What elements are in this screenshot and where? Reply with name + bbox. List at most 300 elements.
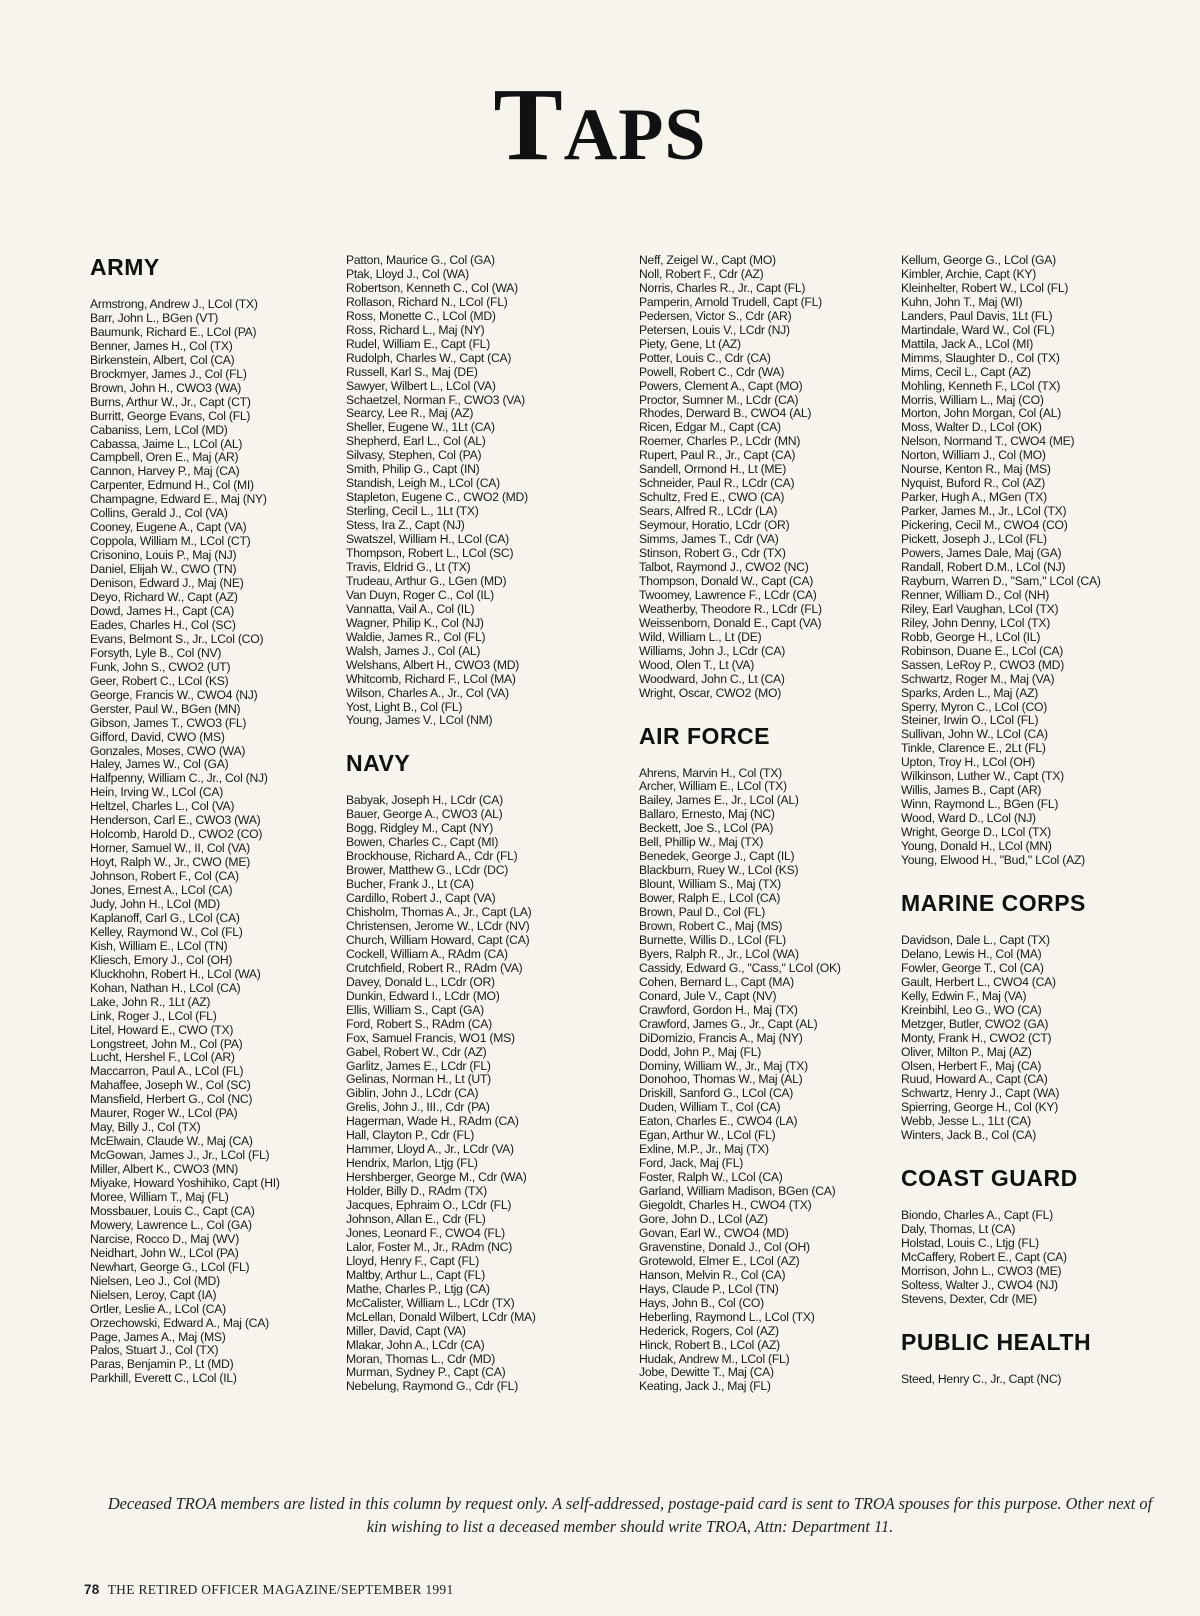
navy-list-part-1 [346, 794, 614, 1394]
page-footer [84, 1582, 454, 1598]
name-entry: Coppola, William M., LCol (CT) [90, 534, 251, 549]
name-entry: Pickering, Cecil M., CWO4 (CO) [901, 518, 1068, 533]
name-entry: Mlakar, John A., LCdr (CA) [346, 1337, 485, 1352]
name-entry: Eaton, Charles E., CWO4 (LA) [639, 1114, 798, 1129]
name-entry: Wright, George D., LCol (TX) [901, 825, 1051, 840]
name-entry: Lloyd, Henry F., Capt (FL) [346, 1253, 480, 1268]
name-entry: Link, Roger J., LCol (FL) [90, 1008, 217, 1023]
name-entry: Gerster, Paul W., BGen (MN) [90, 701, 241, 716]
name-entry: Cassidy, Edward G., "Cass," LCol (OK) [639, 960, 841, 975]
name-entry: Powers, James Dale, Maj (GA) [901, 546, 1062, 561]
name-entry: Lalor, Foster M., Jr., RAdm (NC) [346, 1239, 513, 1254]
name-entry: Stinson, Robert G., Cdr (TX) [639, 546, 786, 561]
name-entry: Grotewold, Elmer E., LCol (AZ) [639, 1253, 800, 1268]
name-entry: Hein, Irving W., LCol (CA) [90, 785, 224, 800]
name-entry: Collins, Gerald J., Col (VA) [90, 506, 228, 521]
name-entry: Ballaro, Ernesto, Maj (NC) [639, 807, 775, 822]
name-entry: Bauer, George A., CWO3 (AL) [346, 807, 503, 822]
name-entry: Martindale, Ward W., Col (FL) [901, 322, 1055, 337]
name-entry: Wagner, Philip K., Col (NJ) [346, 615, 484, 630]
name-entry: Young, Elwood H., "Bud," LCol (AZ) [901, 852, 1085, 867]
name-entry: Morton, John Morgan, Col (AL) [901, 406, 1062, 421]
name-entry: Sheller, Eugene W., 1Lt (CA) [346, 420, 495, 435]
name-entry: Kaplanoff, Carl G., LCol (CA) [90, 910, 240, 925]
name-entry: Eades, Charles H., Col (SC) [90, 617, 236, 632]
name-entry: May, Billy J., Col (TX) [90, 1120, 201, 1135]
name-entry: Holder, Billy D., RAdm (TX) [346, 1184, 487, 1199]
name-entry: Driskill, Sanford G., LCol (CA) [639, 1086, 794, 1101]
name-entry: Miyake, Howard Yoshihiko, Capt (HI) [90, 1176, 280, 1191]
name-entry: Pickett, Joseph J., LCol (FL) [901, 532, 1047, 547]
name-entry: Gibson, James T., CWO3 (FL) [90, 715, 247, 730]
name-entry: Ford, Robert S., RAdm (CA) [346, 1016, 492, 1031]
name-entry: Petersen, Louis V., LCdr (NJ) [639, 322, 790, 337]
name-entry: Mowery, Lawrence L., Col (GA) [90, 1217, 252, 1232]
name-entry: Ford, Jack, Maj (FL) [639, 1156, 744, 1171]
name-entry: Winn, Raymond L., BGen (FL) [901, 797, 1059, 812]
name-entry: Schaetzel, Norman F., CWO3 (VA) [346, 392, 525, 407]
name-entry: Neff, Zeigel W., Capt (MO) [639, 253, 776, 267]
name-entry: Yost, Light B., Col (FL) [346, 699, 463, 714]
name-entry: Shepherd, Earl L., Col (AL) [346, 434, 486, 449]
name-entry: Weissenborn, Donald E., Capt (VA) [639, 615, 822, 630]
name-entry: Nebelung, Raymond G., Cdr (FL) [346, 1379, 518, 1394]
name-entry: Crutchfield, Robert R., RAdm (VA) [346, 960, 523, 975]
name-entry: Gore, John D., LCol (AZ) [639, 1212, 768, 1226]
name-entry: Stess, Ira Z., Capt (NJ) [346, 518, 465, 533]
name-entry: Gault, Herbert L., CWO4 (CA) [901, 974, 1056, 989]
name-entry: Ross, Monette C., LCol (MD) [346, 308, 496, 323]
name-entry: Page, James A., Maj (MS) [90, 1329, 226, 1344]
army-list-part-1 [90, 298, 358, 1386]
name-entry: Pamperin, Arnold Trudell, Capt (FL) [639, 294, 822, 309]
name-entry: Sterling, Cecil L., 1Lt (TX) [346, 504, 479, 519]
name-entry: Rudolph, Charles W., Capt (CA) [346, 350, 512, 365]
name-entry: Moran, Thomas L., Cdr (MD) [346, 1351, 496, 1366]
name-entry: Spierring, George H., Col (KY) [901, 1100, 1059, 1115]
footnote: Deceased TROA members are listed in this column by request only. A self-addressed, postage-paid card is sent to TROA spouses for this purpose. Other next of kin wishing to list a deceased member should write TROA, Attn: Department 11. [107, 1494, 1153, 1537]
army-heading: ARMY [90, 254, 160, 280]
name-entry: Fox, Samuel Francis, WO1 (MS) [346, 1030, 515, 1045]
name-entry: Riley, Earl Vaughan, LCol (TX) [901, 601, 1059, 616]
name-entry: Schwartz, Henry J., Capt (WA) [901, 1086, 1060, 1101]
name-entry: Hederick, Rogers, Col (AZ) [639, 1323, 779, 1338]
name-entry: Bowen, Charles C., Capt (MI) [346, 835, 499, 850]
name-entry: Kellum, George G., LCol (GA) [901, 253, 1056, 267]
name-entry: Kliesch, Emory J., Col (OH) [90, 952, 233, 967]
name-entry: Heltzel, Charles L., Col (VA) [90, 799, 235, 814]
name-entry: Church, William Howard, Capt (CA) [346, 932, 530, 947]
name-entry: Kohan, Nathan H., LCol (CA) [90, 980, 241, 995]
marine-corps-heading: MARINE CORPS [901, 889, 1086, 916]
name-entry: Moss, Walter D., LCol (OK) [901, 420, 1042, 435]
name-entry: Birkenstein, Albert, Col (CA) [90, 352, 235, 367]
name-entry: Palos, Stuart J., Col (TX) [90, 1343, 219, 1358]
name-entry: Hudak, Andrew M., LCol (FL) [639, 1351, 790, 1366]
name-entry: Blackburn, Ruey W., LCol (KS) [639, 863, 799, 878]
name-entry: Brown, Robert C., Maj (MS) [639, 918, 783, 933]
name-entry: Sandell, Ormond H., Lt (ME) [639, 462, 786, 477]
name-entry: Davey, Donald L., LCdr (OR) [346, 974, 495, 989]
name-entry: Kelley, Raymond W., Col (FL) [90, 924, 243, 939]
name-entry: Mattila, Jack A., LCol (MI) [901, 336, 1034, 351]
name-entry: Talbot, Raymond J., CWO2 (NC) [639, 559, 809, 574]
name-entry: Welshans, Albert H., CWO3 (MD) [346, 657, 520, 672]
column-4 [901, 254, 1169, 1387]
name-entry: Jacques, Ephraim O., LCdr (FL) [346, 1198, 512, 1213]
air-force-list-part-2 [901, 254, 1169, 868]
name-entry: Christensen, Jerome W., LCdr (NV) [346, 918, 530, 933]
publication-line: THE RETIRED OFFICER MAGAZINE/SEPTEMBER 1991 [107, 1582, 454, 1597]
name-entry: Randall, Robert D.M., LCol (NJ) [901, 559, 1066, 574]
name-entry: Evans, Belmont S., Jr., LCol (CO) [90, 631, 264, 646]
name-entry: Thompson, Donald W., Capt (CA) [639, 573, 814, 588]
name-entry: Biondo, Charles A., Capt (FL) [901, 1208, 1053, 1223]
navy-list-part-2 [639, 254, 907, 701]
name-entry: Sears, Alfred R., LCdr (LA) [639, 504, 778, 519]
title-rest: APS [563, 94, 707, 177]
air-force-list-part-1 [639, 767, 907, 1395]
name-entry: Crawford, Gordon H., Maj (TX) [639, 1002, 798, 1017]
name-entry: Ortler, Leslie A., LCol (CA) [90, 1301, 226, 1316]
name-entry: Travis, Eldrid G., Lt (TX) [346, 559, 471, 574]
name-entry: Ellis, William S., Capt (GA) [346, 1002, 484, 1017]
name-entry: Hammer, Lloyd A., Jr., LCdr (VA) [346, 1142, 514, 1157]
name-entry: Bell, Phillip W., Maj (TX) [639, 835, 764, 850]
name-entry: McElwain, Claude W., Maj (CA) [90, 1134, 253, 1149]
name-entry: Denison, Edward J., Maj (NE) [90, 576, 244, 591]
name-entry: Moree, William T., Maj (FL) [90, 1190, 229, 1204]
name-entry: Olsen, Herbert F., Maj (CA) [901, 1058, 1042, 1073]
name-entry: Cockell, William A., RAdm (CA) [346, 946, 508, 961]
name-entry: Gifford, David, CWO (MS) [90, 729, 225, 744]
name-entry: Brower, Matthew G., LCdr (DC) [346, 863, 509, 878]
column-1 [90, 254, 358, 1386]
name-entry: Whitcomb, Richard F., LCol (MA) [346, 671, 516, 686]
name-entry: Henderson, Carl E., CWO3 (WA) [90, 813, 261, 828]
name-entry: Steed, Henry C., Jr., Capt (NC) [901, 1371, 1062, 1386]
name-entry: Maccarron, Paul A., LCol (FL) [90, 1064, 244, 1079]
name-entry: Nielsen, Leroy, Capt (IA) [90, 1287, 217, 1302]
name-entry: Vannatta, Vail A., Col (IL) [346, 601, 475, 616]
name-entry: Longstreet, John M., Col (PA) [90, 1036, 243, 1051]
name-entry: Duden, William T., Col (CA) [639, 1100, 781, 1115]
name-entry: Govan, Earl W., CWO4 (MD) [639, 1225, 789, 1240]
name-entry: Neidhart, John W., LCol (PA) [90, 1245, 239, 1260]
name-entry: Pedersen, Victor S., Cdr (AR) [639, 308, 792, 323]
name-entry: Funk, John S., CWO2 (UT) [90, 659, 231, 674]
name-entry: Dowd, James H., Capt (CA) [90, 603, 235, 618]
name-entry: Litel, Howard E., CWO (TX) [90, 1022, 234, 1037]
name-entry: Gravenstine, Donald J., Col (OH) [639, 1239, 810, 1254]
name-entry: Grelis, John J., III., Cdr (PA) [346, 1100, 490, 1115]
name-entry: Rayburn, Warren D., "Sam," LCol (CA) [901, 573, 1101, 588]
name-entry: Miller, Albert K., CWO3 (MN) [90, 1162, 239, 1177]
name-entry: Burns, Arthur W., Jr., Capt (CT) [90, 394, 251, 409]
name-entry: Standish, Leigh M., LCol (CA) [346, 476, 500, 491]
name-entry: Soltess, Walter J., CWO4 (NJ) [901, 1278, 1058, 1292]
name-entry: Lucht, Hershel F., LCol (AR) [90, 1050, 235, 1065]
name-entry: Benedek, George J., Capt (IL) [639, 849, 795, 864]
name-entry: Twoomey, Lawrence F., LCdr (CA) [639, 587, 817, 602]
name-entry: Brockmyer, James J., Col (FL) [90, 366, 247, 381]
name-entry: Smith, Philip G., Capt (IN) [346, 462, 480, 477]
name-entry: Foster, Ralph W., LCol (CA) [639, 1170, 783, 1185]
name-entry: Holstad, Louis C., Ltjg (FL) [901, 1236, 1039, 1251]
name-entry: Mathe, Charles P., Ltjg (CA) [346, 1281, 490, 1296]
name-entry: Dunkin, Edward I., LCdr (MO) [346, 988, 500, 1003]
name-entry: Steiner, Irwin O., LCol (FL) [901, 713, 1039, 728]
name-entry: Noll, Robert F., Cdr (AZ) [639, 266, 764, 281]
name-entry: Paras, Benjamin P., Lt (MD) [90, 1357, 234, 1372]
name-entry: DiDomizio, Francis A., Maj (NY) [639, 1030, 803, 1045]
name-entry: Rupert, Paul R., Jr., Capt (CA) [639, 448, 796, 463]
marine-corps-list [901, 934, 1169, 1143]
name-entry: Waldie, James R., Col (FL) [346, 629, 486, 644]
name-entry: Willis, James B., Capt (AR) [901, 783, 1042, 798]
name-entry: Brown, Paul D., Col (FL) [639, 905, 766, 920]
name-entry: Hoyt, Ralph W., Jr., CWO (ME) [90, 855, 251, 870]
name-entry: Holcomb, Harold D., CWO2 (CO) [90, 827, 263, 842]
name-entry: Giegoldt, Charles H., CWO4 (TX) [639, 1198, 812, 1213]
name-entry: Morris, William L., Maj (CO) [901, 392, 1044, 407]
name-entry: Exline, M.P., Jr., Maj (TX) [639, 1142, 769, 1157]
name-entry: Woodward, John C., Lt (CA) [639, 671, 785, 686]
name-entry: Jones, Leonard F., CWO4 (FL) [346, 1225, 505, 1240]
name-entry: Seymour, Horatio, LCdr (OR) [639, 518, 790, 533]
name-entry: Stevens, Dexter, Cdr (ME) [901, 1291, 1037, 1306]
name-entry: Walsh, James J., Col (AL) [346, 643, 481, 658]
name-entry: Searcy, Lee R., Maj (AZ) [346, 406, 474, 421]
air-force-heading: AIR FORCE [639, 722, 770, 749]
name-entry: Daniel, Elijah W., CWO (TN) [90, 562, 237, 577]
name-entry: Metzger, Butler, CWO2 (GA) [901, 1016, 1049, 1031]
name-entry: Young, Donald H., LCol (MN) [901, 839, 1052, 854]
name-entry: Parker, Hugh A., MGen (TX) [901, 490, 1047, 505]
name-entry: Sparks, Arden L., Maj (AZ) [901, 685, 1039, 700]
name-entry: Gabel, Robert W., Cdr (AZ) [346, 1044, 487, 1059]
name-entry: Cardillo, Robert J., Capt (VA) [346, 891, 496, 906]
name-entry: Kleinhelter, Robert W., LCol (FL) [901, 280, 1069, 295]
name-entry: Brockhouse, Richard A., Cdr (FL) [346, 849, 518, 864]
name-entry: Ross, Richard L., Maj (NY) [346, 322, 485, 337]
name-entry: Ptak, Lloyd J., Col (WA) [346, 266, 469, 281]
name-entry: Cabassa, Jaime L., LCol (AL) [90, 436, 243, 451]
page-title [0, 67, 1200, 183]
public-health-heading: PUBLIC HEALTH [901, 1328, 1092, 1355]
name-entry: Nelson, Normand T., CWO4 (ME) [901, 434, 1075, 449]
name-entry: Ahrens, Marvin H., Col (TX) [639, 765, 782, 780]
name-entry: Hays, John B., Col (CO) [639, 1295, 764, 1310]
name-entry: Rollason, Richard N., LCol (FL) [346, 294, 508, 309]
name-entry: Stapleton, Eugene C., CWO2 (MD) [346, 490, 528, 505]
name-entry: Norton, William J., Col (MO) [901, 448, 1046, 463]
name-entry: Mims, Cecil L., Capt (AZ) [901, 364, 1031, 379]
name-entry: George, Francis W., CWO4 (NJ) [90, 687, 258, 702]
name-entry: Trudeau, Arthur G., LGen (MD) [346, 573, 507, 588]
name-entry: Oliver, Milton P., Maj (AZ) [901, 1044, 1032, 1059]
name-entry: Young, James V., LCol (NM) [346, 713, 493, 728]
name-entry: Garlitz, James E., LCdr (FL) [346, 1058, 491, 1073]
name-entry: Orzechowski, Edward A., Maj (CA) [90, 1315, 269, 1330]
name-entry: Deyo, Richard W., Capt (AZ) [90, 590, 238, 605]
name-entry: Wood, Ward D., LCol (NJ) [901, 811, 1036, 826]
name-entry: Hanson, Melvin R., Col (CA) [639, 1267, 786, 1282]
name-entry: Robinson, Duane E., LCol (CA) [901, 643, 1064, 658]
name-entry: Armstrong, Andrew J., LCol (TX) [90, 297, 258, 311]
name-entry: Sawyer, Wilbert L., LCol (VA) [346, 378, 496, 393]
name-entry: Wild, William L., Lt (DE) [639, 629, 762, 644]
name-entry: Donohoo, Thomas W., Maj (AL) [639, 1072, 803, 1087]
name-entry: Cooney, Eugene A., Capt (VA) [90, 520, 247, 535]
name-entry: Landers, Paul Davis, 1Lt (FL) [901, 308, 1053, 323]
name-entry: Mossbauer, Louis C., Capt (CA) [90, 1203, 255, 1218]
name-entry: Hall, Clayton P., Cdr (FL) [346, 1128, 475, 1143]
name-entry: Gonzales, Moses, CWO (WA) [90, 743, 246, 758]
name-entry: Hagerman, Wade H., RAdm (CA) [346, 1114, 519, 1129]
name-entry: Fowler, George T., Col (CA) [901, 960, 1044, 975]
name-entry: Winters, Jack B., Col (CA) [901, 1128, 1037, 1143]
name-entry: Burritt, George Evans, Col (FL) [90, 408, 251, 423]
name-entry: Bogg, Ridgley M., Capt (NY) [346, 821, 494, 836]
name-entry: Schwartz, Roger M., Maj (VA) [901, 671, 1055, 686]
name-entry: Campbell, Oren E., Maj (AR) [90, 450, 239, 465]
name-entry: Wright, Oscar, CWO2 (MO) [639, 685, 782, 700]
name-entry: Renner, William D., Col (NH) [901, 587, 1050, 602]
name-entry: Bailey, James E., Jr., LCol (AL) [639, 793, 799, 808]
column-3 [639, 254, 907, 1394]
name-entry: Thompson, Robert L., LCol (SC) [346, 546, 514, 561]
name-entry: Ricen, Edgar M., Capt (CA) [639, 420, 781, 435]
name-entry: Hays, Claude P., LCol (TN) [639, 1281, 779, 1296]
page-number: 78 [84, 1582, 100, 1597]
name-entry: Sassen, LeRoy P., CWO3 (MD) [901, 657, 1065, 672]
name-entry: Kluckhohn, Robert H., LCol (WA) [90, 966, 261, 981]
name-entry: Carpenter, Edmund H., Col (MI) [90, 478, 254, 493]
name-entry: Johnson, Allan E., Cdr (FL) [346, 1212, 486, 1226]
name-entry: Blount, William S., Maj (TX) [639, 877, 781, 892]
name-entry: Riley, John Denny, LCol (TX) [901, 615, 1051, 630]
name-entry: Hendrix, Marlon, Ltjg (FL) [346, 1156, 478, 1171]
name-entry: Forsyth, Lyle B., Col (NV) [90, 645, 222, 660]
name-entry: McCalister, William L., LCdr (TX) [346, 1295, 515, 1310]
name-entry: Williams, John J., LCdr (CA) [639, 643, 786, 658]
name-entry: Maurer, Roger W., LCol (PA) [90, 1106, 238, 1121]
name-entry: Champagne, Edward E., Maj (NY) [90, 492, 267, 507]
name-entry: Russell, Karl S., Maj (DE) [346, 364, 478, 379]
name-entry: Judy, John H., LCol (MD) [90, 896, 220, 911]
name-entry: Ruud, Howard A., Capt (CA) [901, 1072, 1048, 1087]
name-entry: Rudel, William E., Capt (FL) [346, 336, 491, 351]
name-entry: Robb, George H., LCol (IL) [901, 629, 1041, 644]
name-entry: Daly, Thomas, Lt (CA) [901, 1222, 1016, 1237]
name-entry: Nyquist, Buford R., Col (AZ) [901, 476, 1046, 491]
name-entry: McCaffery, Robert E., Capt (CA) [901, 1250, 1067, 1265]
name-entry: Kreinbihl, Leo G., WO (CA) [901, 1002, 1042, 1017]
name-entry: Cannon, Harvey P., Maj (CA) [90, 464, 240, 479]
name-entry: Haley, James W., Col (GA) [90, 757, 229, 772]
name-entry: Rhodes, Derward B., CWO4 (AL) [639, 406, 812, 421]
public-health-list [901, 1373, 1169, 1387]
name-entry: Johnson, Robert F., Col (CA) [90, 869, 239, 884]
name-entry: Jobe, Dewitte T., Maj (CA) [639, 1365, 774, 1380]
name-entry: Newhart, George G., LCol (FL) [90, 1259, 250, 1274]
name-entry: Barr, John L., BGen (VT) [90, 310, 219, 325]
name-entry: Simms, James T., Cdr (VA) [639, 532, 779, 547]
name-entry: Tinkle, Clarence E., 2Lt (FL) [901, 741, 1046, 756]
name-entry: Brown, John H., CWO3 (WA) [90, 380, 242, 395]
name-entry: Dodd, John P., Maj (FL) [639, 1044, 762, 1059]
name-entry: Norris, Charles R., Jr., Capt (FL) [639, 280, 806, 295]
name-entry: Parkhill, Everett C., LCol (IL) [90, 1371, 237, 1386]
name-entry: Egan, Arthur W., LCol (FL) [639, 1128, 776, 1143]
name-entry: Kimbler, Archie, Capt (KY) [901, 266, 1037, 281]
name-entry: Burnette, Willis D., LCol (FL) [639, 932, 786, 947]
name-entry: McLellan, Donald Wilbert, LCdr (MA) [346, 1309, 536, 1324]
name-entry: Sperry, Myron C., LCol (CO) [901, 699, 1048, 714]
name-entry: Bucher, Frank J., Lt (CA) [346, 877, 474, 892]
name-entry: Delano, Lewis H., Col (MA) [901, 946, 1042, 961]
name-entry: Jones, Ernest A., LCol (CA) [90, 883, 233, 898]
name-entry: Hershberger, George M., Cdr (WA) [346, 1170, 527, 1185]
name-entry: Cohen, Bernard L., Capt (MA) [639, 974, 794, 989]
name-entry: Powers, Clement A., Capt (MO) [639, 378, 803, 393]
name-entry: Chisholm, Thomas A., Jr., Capt (LA) [346, 905, 532, 920]
name-entry: Proctor, Sumner M., LCdr (CA) [639, 392, 799, 407]
name-entry: Crisonino, Louis P., Maj (NJ) [90, 548, 237, 563]
name-entry: Bower, Ralph E., LCol (CA) [639, 891, 781, 906]
column-2 [346, 254, 614, 1394]
name-entry: Nourse, Kenton R., Maj (MS) [901, 462, 1051, 477]
name-entry: Baumunk, Richard E., LCol (PA) [90, 324, 257, 339]
title-initial: T [493, 67, 564, 183]
coast-guard-heading: COAST GUARD [901, 1165, 1078, 1192]
name-entry: Piety, Gene, Lt (AZ) [639, 336, 741, 351]
name-entry: Crawford, James G., Jr., Capt (AL) [639, 1016, 818, 1031]
name-entry: Cabaniss, Lem, LCol (MD) [90, 422, 228, 437]
name-entry: Davidson, Dale L., Capt (TX) [901, 932, 1050, 947]
navy-heading: NAVY [346, 750, 411, 777]
name-entry: Mimms, Slaughter D., Col (TX) [901, 350, 1060, 365]
name-entry: Nielsen, Leo J., Col (MD) [90, 1273, 220, 1288]
name-entry: Wilson, Charles A., Jr., Col (VA) [346, 685, 509, 700]
name-entry: Beckett, Joe S., LCol (PA) [639, 821, 774, 836]
name-entry: Halfpenny, William C., Jr., Col (NJ) [90, 771, 268, 786]
name-entry: Van Duyn, Roger C., Col (IL) [346, 587, 494, 602]
name-entry: Garland, William Madison, BGen (CA) [639, 1184, 836, 1199]
name-entry: Wilkinson, Luther W., Capt (TX) [901, 769, 1064, 784]
name-entry: Gelinas, Norman H., Lt (UT) [346, 1072, 491, 1087]
name-entry: Kuhn, John T., Maj (WI) [901, 294, 1023, 309]
name-entry: Potter, Louis C., Cdr (CA) [639, 350, 771, 365]
name-entry: Keating, Jack J., Maj (FL) [639, 1379, 771, 1394]
name-entry: Hinck, Robert B., LCol (AZ) [639, 1337, 780, 1352]
name-entry: Narcise, Rocco D., Maj (WV) [90, 1231, 239, 1246]
name-entry: Sullivan, John W., LCol (CA) [901, 727, 1048, 742]
name-entry: Roemer, Charles P., LCdr (MN) [639, 434, 801, 449]
name-entry: Wood, Olen T., Lt (VA) [639, 657, 755, 672]
name-entry: Babyak, Joseph H., LCdr (CA) [346, 793, 503, 808]
name-entry: Heberling, Raymond L., LCol (TX) [639, 1309, 815, 1324]
name-entry: Horner, Samuel W., II, Col (VA) [90, 841, 250, 856]
name-entry: Silvasy, Stephen, Col (PA) [346, 448, 482, 463]
name-entry: Lake, John R., 1Lt (AZ) [90, 994, 211, 1009]
name-entry: Archer, William E., LCol (TX) [639, 779, 787, 794]
name-entry: Upton, Troy H., LCol (OH) [901, 755, 1035, 770]
name-entry: Kelly, Edwin F., Maj (VA) [901, 988, 1027, 1003]
name-entry: Mahaffee, Joseph W., Col (SC) [90, 1078, 251, 1093]
name-entry: Robertson, Kenneth C., Col (WA) [346, 280, 518, 295]
